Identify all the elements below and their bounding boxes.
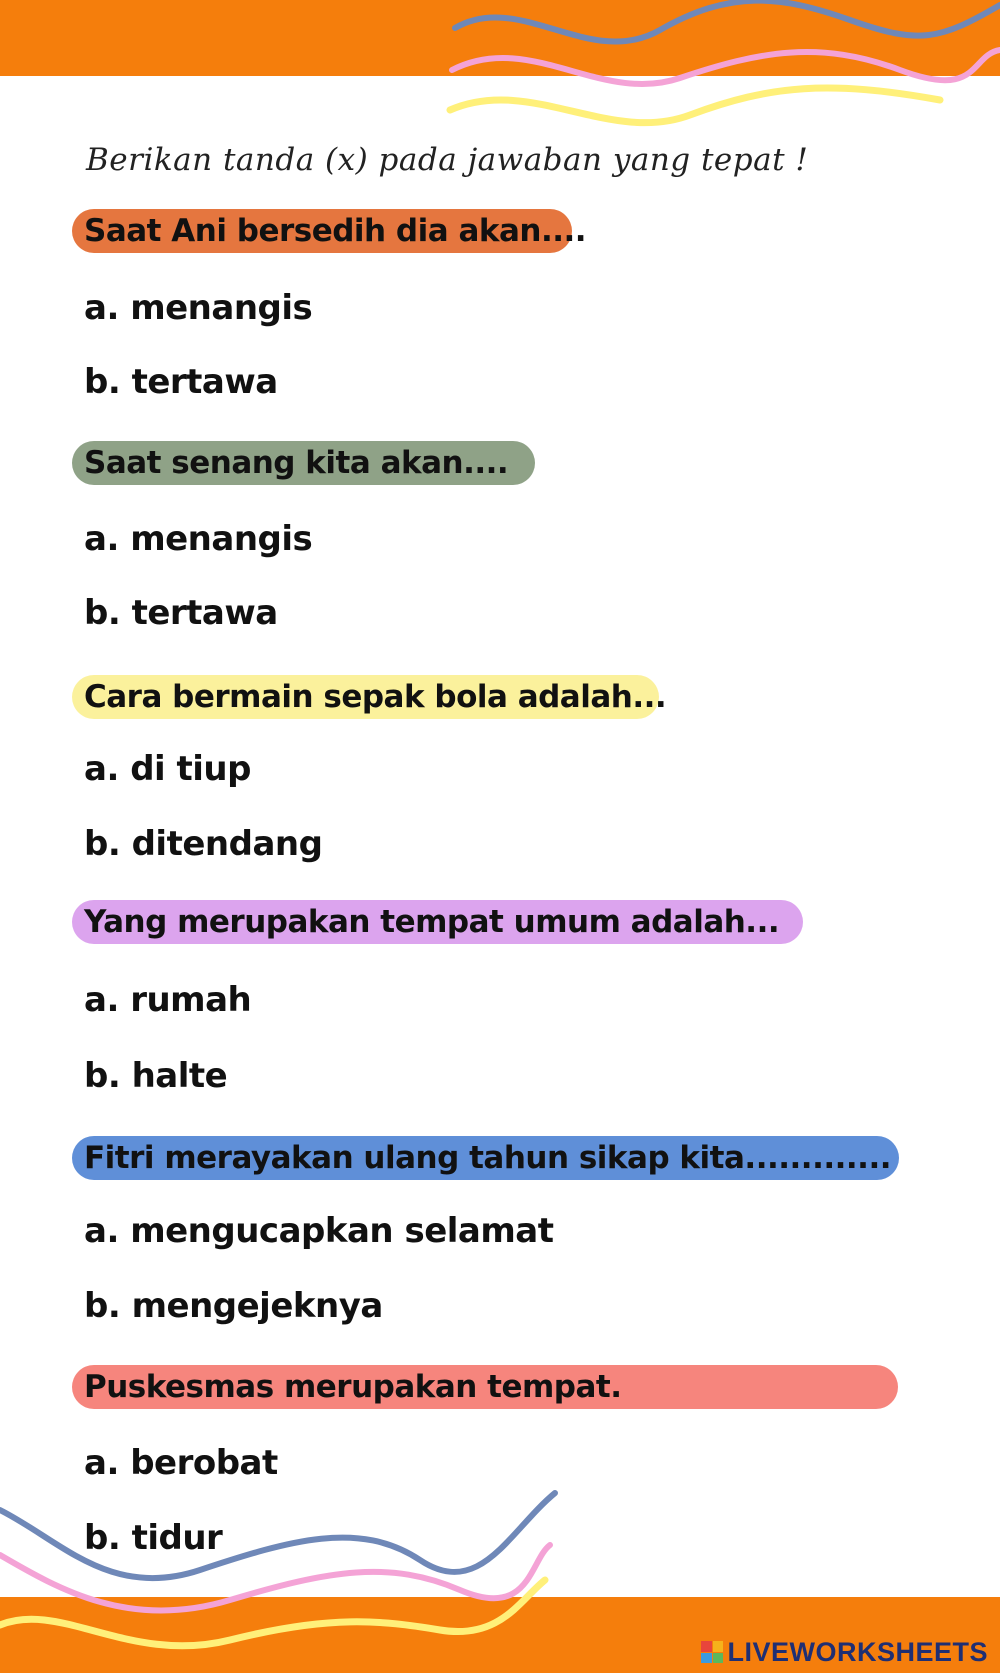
question-5-option-a[interactable]: a. mengucapkan selamat — [84, 1211, 554, 1251]
question-2: Saat senang kita akan.... — [72, 441, 535, 485]
question-4-option-b[interactable]: b. halte — [84, 1056, 228, 1096]
liveworksheets-brand — [701, 1637, 988, 1667]
question-4: Yang merupakan tempat umum adalah... — [72, 900, 803, 944]
brand-name: LIVEWORKSHEETS — [727, 1636, 988, 1667]
instruction-text: Berikan tanda (x) pada jawaban yang tepat ! — [86, 142, 809, 178]
question-6: Puskesmas merupakan tempat. — [72, 1365, 898, 1409]
question-3-option-b[interactable]: b. ditendang — [84, 824, 323, 864]
question-4-option-a[interactable]: a. rumah — [84, 980, 252, 1020]
question-5-option-b[interactable]: b. mengejeknya — [84, 1286, 383, 1326]
question-2-option-a[interactable]: a. menangis — [84, 519, 313, 559]
wave-top-yellow — [450, 88, 940, 123]
question-6-option-a[interactable]: a. berobat — [84, 1443, 278, 1483]
question-1-option-a[interactable]: a. menangis — [84, 288, 313, 328]
liveworksheets-logo-icon — [701, 1641, 723, 1663]
question-6-option-b[interactable]: b. tidur — [84, 1518, 223, 1558]
header-band — [0, 0, 1000, 76]
question-3-option-a[interactable]: a. di tiup — [84, 749, 251, 789]
question-1-option-b[interactable]: b. tertawa — [84, 362, 278, 402]
question-1: Saat Ani bersedih dia akan.... — [72, 209, 572, 253]
question-5: Fitri merayakan ulang tahun sikap kita............. — [72, 1136, 899, 1180]
question-2-option-b[interactable]: b. tertawa — [84, 593, 278, 633]
question-3: Cara bermain sepak bola adalah... — [72, 675, 659, 719]
